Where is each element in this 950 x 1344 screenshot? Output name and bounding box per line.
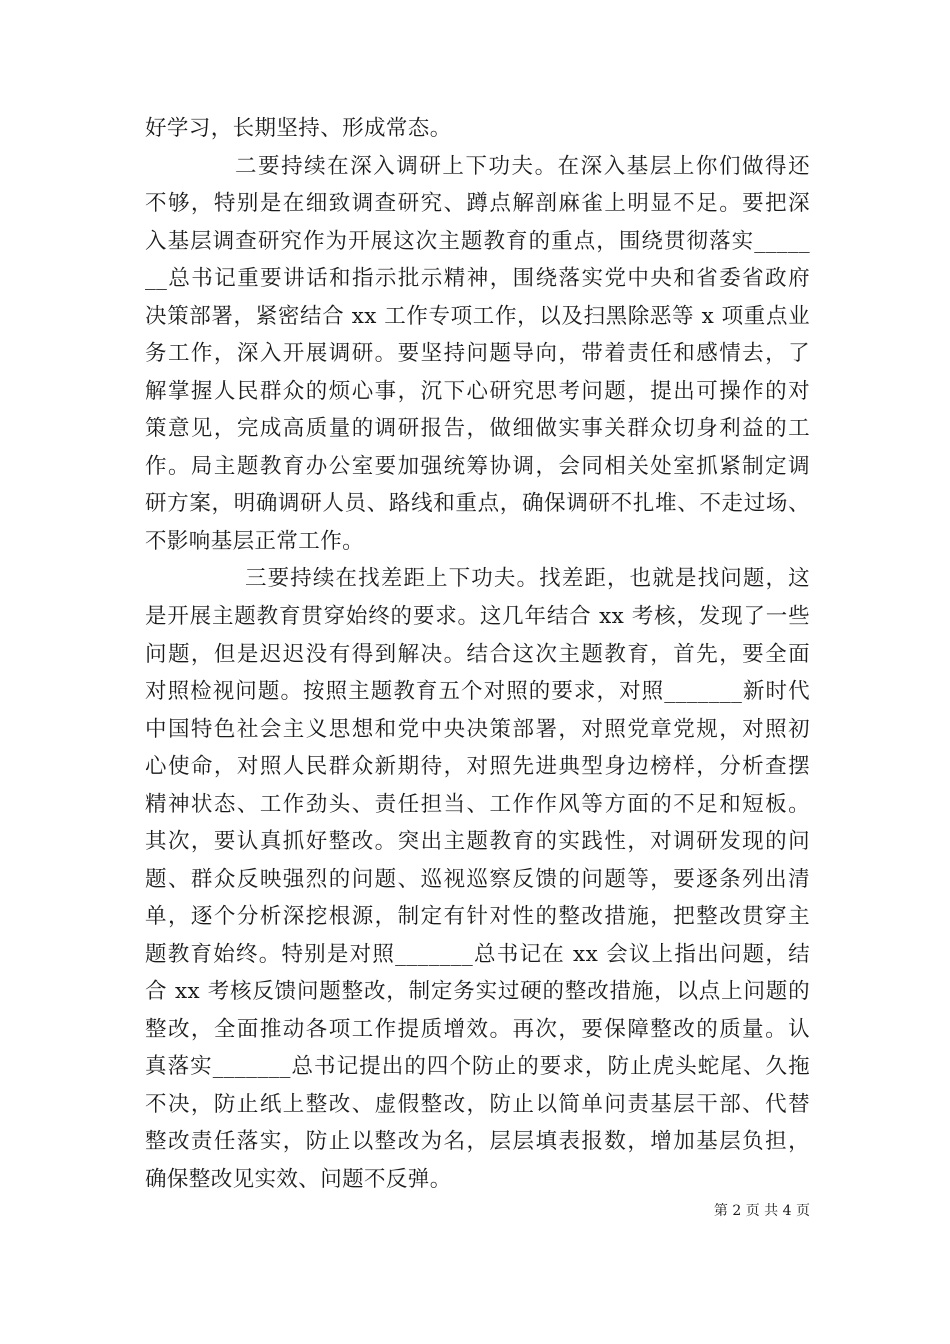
text-line: 整改，全面推动各项工作提质增效。再次，要保障整改的质量。认 xyxy=(145,1017,810,1042)
text-line: __总书记重要讲话和指示批示精神，围绕落实党中央和省委省政府 xyxy=(145,266,810,291)
paragraph-start-line: 三要持续在找差距上下功夫。找差距，也就是找问题，这 xyxy=(245,566,810,591)
text-line: 不影响基层正常工作。 xyxy=(145,529,365,554)
text-line: 务工作，深入开展调研。要坚持问题导向，带着责任和感情去，了 xyxy=(145,341,810,366)
text-line: 策意见，完成高质量的调研报告，做细做实事关群众切身利益的工 xyxy=(145,416,810,441)
text-line: 精神状态、工作劲头、责任担当、工作作风等方面的不足和短板。 xyxy=(145,792,810,817)
paragraph-start-line: 二要持续在深入调研上下功夫。在深入基层上你们做得还 xyxy=(235,154,810,179)
text-line: 其次，要认真抓好整改。突出主题教育的实践性，对调研发现的问 xyxy=(145,829,810,854)
text-line: 题教育始终。特别是对照_______总书记在 xx 会议上指出问题，结 xyxy=(145,942,810,967)
text-line: 入基层调查研究作为开展这次主题教育的重点，围绕贯彻落实_____ xyxy=(145,229,810,254)
text-line: 作。局主题教育办公室要加强统筹协调，会同相关处室抓紧制定调 xyxy=(145,454,810,479)
text-line: 题、群众反映强烈的问题、巡视巡察反馈的问题等，要逐条列出清 xyxy=(145,867,810,892)
text-line: 不决，防止纸上整改、虚假整改，防止以简单问责基层干部、代替 xyxy=(145,1092,810,1117)
text-line: 中国特色社会主义思想和党中央决策部署，对照党章党规，对照初 xyxy=(145,717,810,742)
text-line: 解掌握人民群众的烦心事，沉下心研究思考问题，提出可操作的对 xyxy=(145,379,810,404)
text-line: 决策部署，紧密结合 xx 工作专项工作，以及扫黑除恶等 x 项重点业 xyxy=(145,304,810,329)
text-line: 心使命，对照人民群众新期待，对照先进典型身边榜样，分析查摆 xyxy=(145,754,810,779)
text-line: 研方案，明确调研人员、路线和重点，确保调研不扎堆、不走过场、 xyxy=(145,491,810,516)
page-number-footer: 第 2 页 共 4 页 xyxy=(713,1203,810,1219)
text-line: 对照检视问题。按照主题教育五个对照的要求，对照_______新时代 xyxy=(145,679,810,704)
text-line: 整改责任落实，防止以整改为名，层层填表报数，增加基层负担， xyxy=(145,1129,810,1154)
text-line: 好学习，长期坚持、形成常态。 xyxy=(145,116,452,141)
text-line: 确保整改见实效、问题不反弹。 xyxy=(145,1167,452,1192)
text-line: 不够，特别是在细致调查研究、蹲点解剖麻雀上明显不足。要把深 xyxy=(145,191,810,216)
text-line: 问题，但是迟迟没有得到解决。结合这次主题教育，首先，要全面 xyxy=(145,642,810,667)
text-line: 真落实_______总书记提出的四个防止的要求，防止虎头蛇尾、久拖 xyxy=(145,1054,810,1079)
text-line: 单，逐个分析深挖根源，制定有针对性的整改措施，把整改贯穿主 xyxy=(145,904,810,929)
text-line: 是开展主题教育贯穿始终的要求。这几年结合 xx 考核，发现了一些 xyxy=(145,604,810,629)
text-line: 合 xx 考核反馈问题整改，制定务实过硬的整改措施，以点上问题的 xyxy=(145,979,810,1004)
